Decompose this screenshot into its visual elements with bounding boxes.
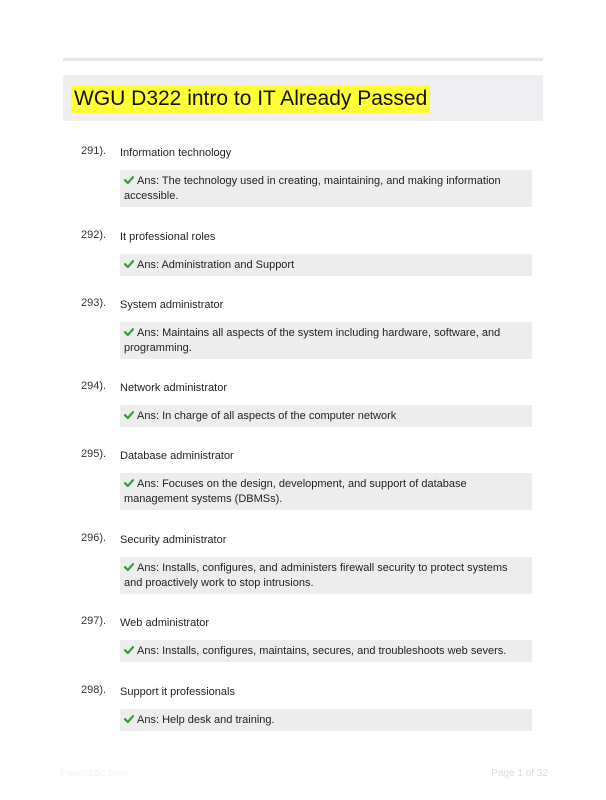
answer-text: Ans: Help desk and training. xyxy=(137,714,275,726)
answer-box xyxy=(120,557,532,594)
item-number: 293). xyxy=(81,297,107,309)
document-title: WGU D322 intro to IT Already Passed xyxy=(71,85,430,113)
question-text: Database administrator xyxy=(120,450,234,462)
question-text: It professional roles xyxy=(120,231,216,243)
answer-text: Ans: Maintains all aspects of the system including hardware, software, and programming. xyxy=(124,327,501,354)
check-icon xyxy=(124,645,134,655)
top-divider xyxy=(63,58,543,61)
answer-text: Ans: In charge of all aspects of the computer network xyxy=(137,410,397,422)
answer-text: Ans: Installs, configures, maintains, secures, and troubleshoots web severs. xyxy=(137,645,507,657)
page-indicator: Page 1 of 32 xyxy=(491,768,548,779)
question-text: System administrator xyxy=(120,299,224,311)
answer-text: Ans: The technology used in creating, maintaining, and making information accessible. xyxy=(124,175,501,202)
item-number: 298). xyxy=(81,684,107,696)
item-number: 294). xyxy=(81,380,107,392)
footer-watermark: Papertbbc.com xyxy=(60,768,128,779)
check-icon xyxy=(124,175,134,185)
check-icon xyxy=(124,410,134,420)
item-number: 297). xyxy=(81,615,107,627)
answer-text: Ans: Installs, configures, and administers firewall security to protect systems and proactively work to stop intrusions. xyxy=(124,562,508,589)
answer-box xyxy=(120,170,532,207)
item-number: 292). xyxy=(81,229,107,241)
answer-box xyxy=(120,322,532,359)
question-text: Web administrator xyxy=(120,617,210,629)
check-icon xyxy=(124,478,134,488)
check-icon xyxy=(124,714,134,724)
question-text: Security administrator xyxy=(120,534,227,546)
check-icon xyxy=(124,562,134,572)
check-icon xyxy=(124,259,134,269)
question-text: Support it professionals xyxy=(120,686,235,698)
item-number: 291). xyxy=(81,145,107,157)
item-number: 295). xyxy=(81,448,107,460)
answer-box xyxy=(120,473,532,510)
check-icon xyxy=(124,327,134,337)
answer-text: Ans: Administration and Support xyxy=(137,259,295,271)
answer-text: Ans: Focuses on the design, development, and support of database management systems (DBMSs). xyxy=(124,478,467,505)
question-text: Network administrator xyxy=(120,382,227,394)
answer-box xyxy=(120,640,532,662)
answer-box xyxy=(120,709,532,731)
answer-box xyxy=(120,405,532,427)
answer-box xyxy=(120,254,532,276)
question-text: Information technology xyxy=(120,147,232,159)
item-number: 296). xyxy=(81,532,107,544)
